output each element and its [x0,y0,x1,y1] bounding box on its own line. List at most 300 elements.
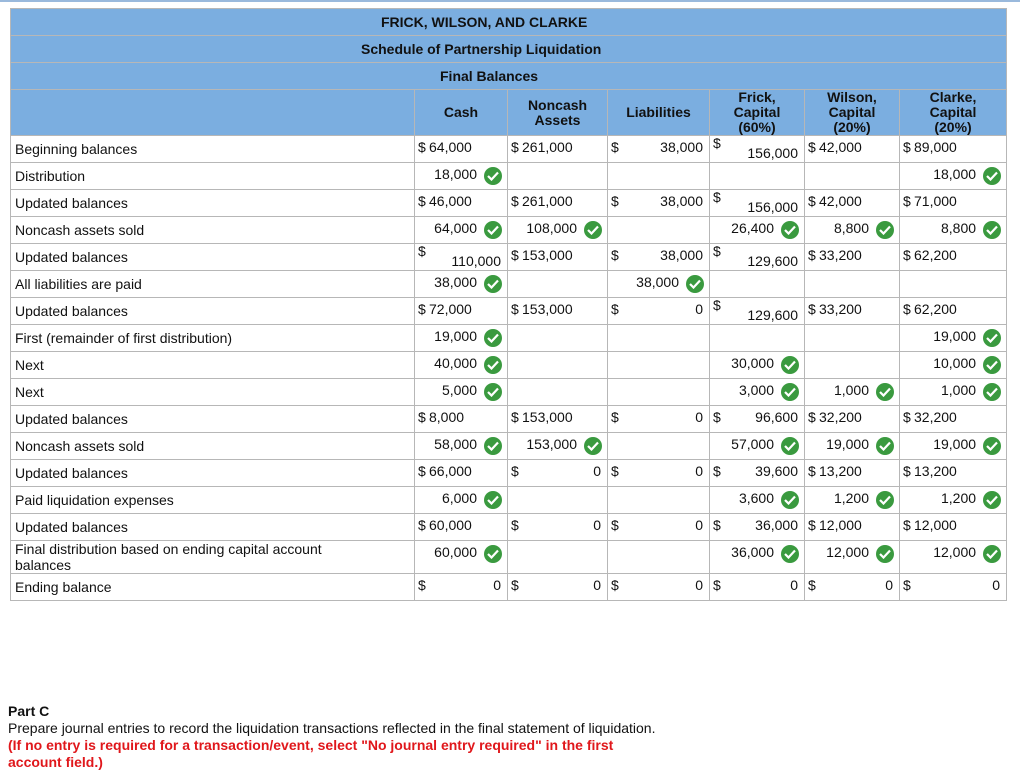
col-noncash: Noncash Assets [508,90,608,136]
dollar-sign: $ [611,139,619,155]
cell-value: 19,000 [434,328,477,344]
cell-value: 3,600 [738,490,774,506]
cell-cash[interactable] [415,325,508,352]
cell-noncash[interactable] [508,163,608,190]
row-label: Next [11,352,415,379]
cell-value: 8,800 [833,220,869,236]
cell-value: 62,200 [914,301,957,317]
dollar-sign: $ [511,139,519,155]
cell-value: 42,000 [819,193,862,209]
cell-value: 0 [493,577,501,593]
table-row [11,352,1007,379]
cell-frick [710,298,805,325]
cell-liab[interactable] [608,271,710,298]
check-icon [781,221,799,239]
dollar-sign: $ [808,247,816,263]
dollar-sign: $ [418,193,426,209]
dollar-sign: $ [511,463,519,479]
top-border [0,0,1020,2]
cell-frick[interactable] [710,379,805,406]
cell-value: 19,000 [826,436,869,452]
cell-liab[interactable] [608,352,710,379]
cell-value: 153,000 [522,247,573,263]
dollar-sign: $ [903,463,911,479]
cell-value: 0 [695,517,703,533]
part-c [8,703,656,771]
cell-frick [710,244,805,271]
cell-value: 12,000 [819,517,862,533]
cell-wilson [805,574,900,601]
cell-frick[interactable] [710,352,805,379]
cell-clarke[interactable] [900,325,1007,352]
cell-value: 60,000 [429,517,472,533]
cell-frick[interactable] [710,487,805,514]
table-row [11,244,1007,271]
dollar-sign: $ [808,139,816,155]
cell-value: 0 [593,517,601,533]
cell-value: 153,000 [522,409,573,425]
dollar-sign: $ [713,297,721,313]
check-icon [876,383,894,401]
dollar-sign: $ [511,577,519,593]
row-label: Distribution [11,163,415,190]
cell-value: 10,000 [933,355,977,371]
cell-value: 0 [885,577,893,593]
cell-noncash[interactable] [508,379,608,406]
dollar-sign: $ [511,409,519,425]
cell-value: 38,000 [660,139,703,155]
dollar-sign: $ [611,577,619,593]
cell-value: 156,000 [747,145,798,161]
check-icon [781,545,799,563]
cell-frick[interactable] [710,163,805,190]
cell-cash [415,514,508,541]
dollar-sign: $ [713,409,721,425]
cell-cash [415,460,508,487]
cell-value: 58,000 [434,436,477,452]
check-icon [484,545,502,563]
cell-wilson[interactable] [805,217,900,244]
col-wilson: Wilson, Capital (20%) [805,90,900,136]
cell-value: 8,800 [940,220,977,236]
row-label: Noncash assets sold [11,433,415,460]
dollar-sign: $ [903,301,911,317]
dollar-sign: $ [713,243,721,259]
cell-clarke[interactable] [900,433,1007,460]
cell-cash [415,136,508,163]
cell-value: 6,000 [441,490,477,506]
cell-value: 57,000 [731,436,774,452]
cell-clarke[interactable] [900,271,1007,298]
check-icon [584,437,602,455]
cell-value: 108,000 [526,220,577,236]
table-row [11,541,1007,574]
cell-value: 0 [695,301,703,317]
dollar-sign: $ [903,247,911,263]
cell-value: 71,000 [914,193,957,209]
cell-value: 0 [992,577,1001,593]
cell-wilson[interactable] [805,163,900,190]
dollar-sign: $ [511,517,519,533]
row-label: Paid liquidation expenses [11,487,415,514]
dollar-sign: $ [611,463,619,479]
check-icon [484,329,502,347]
cell-wilson [805,406,900,433]
cell-frick [710,460,805,487]
table-row [11,433,1007,460]
table-row [11,574,1007,601]
dollar-sign: $ [511,193,519,209]
cell-cash[interactable] [415,487,508,514]
dollar-sign: $ [418,243,426,259]
cell-value: 0 [695,463,703,479]
cell-value: 33,200 [819,301,862,317]
table-row [11,163,1007,190]
row-label: Beginning balances [11,136,415,163]
cell-liab[interactable] [608,433,710,460]
row-label: First (remainder of first distribution) [11,325,415,352]
cell-clarke [900,244,1007,271]
cell-wilson [805,244,900,271]
dollar-sign: $ [808,577,816,593]
cell-clarke[interactable] [900,163,1007,190]
cell-cash[interactable] [415,163,508,190]
cell-noncash[interactable] [508,433,608,460]
cell-frick[interactable] [710,325,805,352]
cell-clarke [900,460,1007,487]
col-clarke: Clarke, Capital (20%) [900,90,1007,136]
table-row [11,406,1007,433]
cell-clarke [900,406,1007,433]
cell-noncash [508,190,608,217]
cell-value: 26,400 [731,220,774,236]
dollar-sign: $ [611,193,619,209]
cell-value: 1,000 [940,382,977,398]
dollar-sign: $ [611,517,619,533]
table-row [11,217,1007,244]
row-label: Final distribution based on ending capital account balances [11,541,415,574]
check-icon [983,491,1001,509]
cell-liab [608,244,710,271]
cell-frick [710,136,805,163]
check-icon [983,356,1001,374]
part-c-title: Part C [8,703,50,719]
cell-noncash[interactable] [508,487,608,514]
cell-cash[interactable] [415,352,508,379]
cell-cash [415,298,508,325]
table-row [11,460,1007,487]
cell-clarke[interactable] [900,487,1007,514]
dollar-sign: $ [808,409,816,425]
cell-liab [608,574,710,601]
col-frick: Frick, Capital (60%) [710,90,805,136]
cell-value: 64,000 [434,220,477,236]
cell-value: 129,600 [747,253,798,269]
table-row [11,271,1007,298]
dollar-sign: $ [511,247,519,263]
check-icon [484,383,502,401]
check-icon [484,491,502,509]
cell-value: 39,600 [755,463,798,479]
cell-value: 33,200 [819,247,862,263]
dollar-sign: $ [611,247,619,263]
cell-noncash [508,298,608,325]
cell-value: 0 [695,409,703,425]
cell-frick[interactable] [710,217,805,244]
dollar-sign: $ [903,577,911,593]
dollar-sign: $ [418,139,426,155]
cell-frick[interactable] [710,433,805,460]
cell-liab[interactable] [608,379,710,406]
cell-clarke [900,298,1007,325]
check-icon [781,383,799,401]
cell-value: 96,600 [755,409,798,425]
cell-value: 19,000 [933,328,977,344]
dollar-sign: $ [903,139,911,155]
table-row [11,325,1007,352]
cell-clarke [900,514,1007,541]
cell-liab [608,298,710,325]
dollar-sign: $ [713,463,721,479]
check-icon [983,221,1001,239]
cell-frick [710,514,805,541]
cell-noncash [508,136,608,163]
cell-value: 38,000 [660,193,703,209]
dollar-sign: $ [808,463,816,479]
check-icon [781,437,799,455]
cell-value: 18,000 [933,166,977,182]
part-c-note-1: (If no entry is required for a transaction/event, select "No journal entry required" in the first [8,737,614,753]
cell-frick[interactable] [710,271,805,298]
dollar-sign: $ [713,189,721,205]
row-label: Updated balances [11,298,415,325]
cell-value: 0 [790,577,798,593]
subtitle: Final Balances [11,63,1007,90]
cell-wilson [805,460,900,487]
check-icon [876,545,894,563]
cell-clarke [900,574,1007,601]
cell-noncash[interactable] [508,541,608,574]
cell-value: 1,200 [940,490,977,506]
cell-value: 62,200 [914,247,957,263]
table-row [11,136,1007,163]
cell-value: 5,000 [441,382,477,398]
cell-clarke [900,136,1007,163]
cell-noncash[interactable] [508,352,608,379]
cell-noncash[interactable] [508,217,608,244]
cell-value: 153,000 [522,301,573,317]
cell-liab [608,460,710,487]
cell-noncash [508,244,608,271]
cell-frick [710,406,805,433]
company-title: FRICK, WILSON, AND CLARKE [11,9,1007,36]
cell-value: 46,000 [429,193,472,209]
dollar-sign: $ [713,577,721,593]
check-icon [584,221,602,239]
cell-liab[interactable] [608,217,710,244]
row-label: Updated balances [11,190,415,217]
dollar-sign: $ [808,301,816,317]
dollar-sign: $ [611,301,619,317]
table-row [11,298,1007,325]
cell-frick[interactable] [710,541,805,574]
cell-cash [415,406,508,433]
cell-clarke[interactable] [900,352,1007,379]
check-icon [781,491,799,509]
check-icon [484,275,502,293]
cell-value: 261,000 [522,139,573,155]
cell-cash[interactable] [415,433,508,460]
cell-frick [710,574,805,601]
dollar-sign: $ [713,517,721,533]
cell-value: 13,200 [914,463,957,479]
cell-value: 40,000 [434,355,477,371]
cell-value: 18,000 [434,166,477,182]
cell-cash[interactable] [415,271,508,298]
cell-clarke[interactable] [900,379,1007,406]
cell-cash[interactable] [415,541,508,574]
cell-noncash[interactable] [508,271,608,298]
table-row [11,379,1007,406]
cell-value: 60,000 [434,544,477,560]
table-row [11,190,1007,217]
cell-value: 153,000 [526,436,577,452]
cell-wilson[interactable] [805,541,900,574]
schedule-title: Schedule of Partnership Liquidation [11,36,1007,63]
table-row [11,487,1007,514]
dollar-sign: $ [903,517,911,533]
check-icon [983,545,1001,563]
cell-value: 38,000 [660,247,703,263]
cell-clarke [900,190,1007,217]
cell-wilson[interactable] [805,325,900,352]
cell-value: 30,000 [731,355,774,371]
cell-wilson [805,514,900,541]
cell-liab[interactable] [608,541,710,574]
cell-frick [710,190,805,217]
cell-cash [415,190,508,217]
cell-value: 66,000 [429,463,472,479]
cell-value: 38,000 [434,274,477,290]
check-icon [876,221,894,239]
dollar-sign: $ [418,301,426,317]
row-label: Noncash assets sold [11,217,415,244]
cell-wilson [805,190,900,217]
cell-cash [415,574,508,601]
cell-value: 110,000 [451,253,501,269]
cell-liab [608,136,710,163]
cell-value: 261,000 [522,193,573,209]
cell-value: 42,000 [819,139,862,155]
check-icon [876,437,894,455]
row-label: All liabilities are paid [11,271,415,298]
dollar-sign: $ [611,409,619,425]
cell-value: 156,000 [747,199,798,215]
cell-value: 0 [593,577,601,593]
part-c-note-2: account field.) [8,754,103,770]
check-icon [983,437,1001,455]
col-liabilities: Liabilities [608,90,710,136]
dollar-sign: $ [418,517,426,533]
row-label: Updated balances [11,460,415,487]
cell-noncash[interactable] [508,325,608,352]
dollar-sign: $ [418,577,426,593]
cell-noncash [508,574,608,601]
check-icon [484,356,502,374]
check-icon [484,167,502,185]
cell-liab [608,514,710,541]
cell-value: 8,000 [429,409,465,425]
cell-value: 36,000 [731,544,774,560]
cell-wilson[interactable] [805,433,900,460]
cell-value: 89,000 [914,139,957,155]
check-icon [983,329,1001,347]
cell-liab[interactable] [608,487,710,514]
cell-wilson[interactable] [805,271,900,298]
cell-value: 19,000 [933,436,977,452]
cell-noncash [508,406,608,433]
dollar-sign: $ [713,135,721,151]
cell-liab [608,406,710,433]
cell-value: 38,000 [636,274,679,290]
cell-value: 72,000 [429,301,472,317]
cell-clarke[interactable] [900,217,1007,244]
table-row [11,514,1007,541]
cell-value: 32,200 [819,409,862,425]
row-label: Updated balances [11,244,415,271]
dollar-sign: $ [418,463,426,479]
col-cash: Cash [415,90,508,136]
check-icon [686,275,704,293]
cell-clarke[interactable] [900,541,1007,574]
cell-noncash [508,460,608,487]
cell-wilson[interactable] [805,352,900,379]
cell-liab[interactable] [608,325,710,352]
cell-value: 1,200 [833,490,869,506]
cell-cash[interactable] [415,217,508,244]
cell-cash [415,244,508,271]
dollar-sign: $ [418,409,426,425]
row-label: Ending balance [11,574,415,601]
cell-value: 12,000 [826,544,869,560]
cell-wilson [805,298,900,325]
row-label: Updated balances [11,514,415,541]
check-icon [781,356,799,374]
check-icon [484,221,502,239]
cell-value: 64,000 [429,139,472,155]
cell-value: 1,000 [833,382,869,398]
cell-liab[interactable] [608,163,710,190]
dollar-sign: $ [808,517,816,533]
dollar-sign: $ [903,409,911,425]
liquidation-schedule [10,8,1007,601]
cell-wilson[interactable] [805,379,900,406]
dollar-sign: $ [511,301,519,317]
cell-wilson[interactable] [805,487,900,514]
cell-cash[interactable] [415,379,508,406]
cell-value: 0 [695,577,703,593]
row-label: Next [11,379,415,406]
dollar-sign: $ [808,193,816,209]
cell-value: 0 [593,463,601,479]
cell-wilson [805,136,900,163]
part-c-instruction: Prepare journal entries to record the liquidation transactions reflected in the final statement of liquidation. [8,720,656,736]
cell-value: 12,000 [914,517,957,533]
check-icon [484,437,502,455]
cell-value: 12,000 [933,544,977,560]
check-icon [983,167,1001,185]
cell-liab [608,190,710,217]
